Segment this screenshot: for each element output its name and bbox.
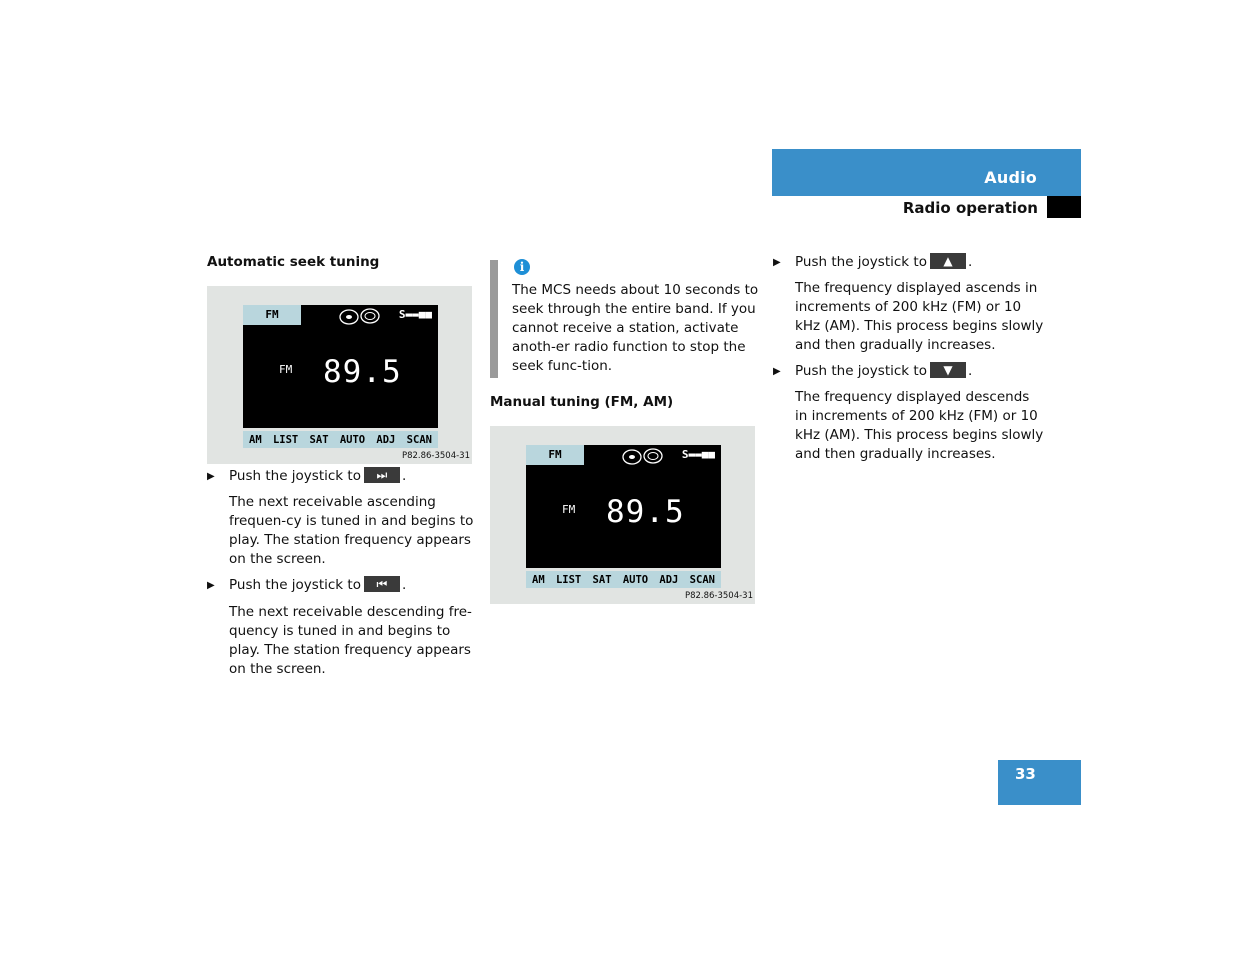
band-tab: FM [243, 305, 301, 325]
softkey-adj[interactable]: ADJ [659, 573, 679, 586]
manual-step-1-text: The frequency displayed ascends in increments of 200 kHz (FM) or 10 kHz (AM). This process begins slowly and then gradually increases. [795, 280, 1044, 353]
radio-display-figure [207, 286, 472, 464]
info-text: The MCS needs about 10 seconds to seek through the entire band. If you cannot receive a station, activate anoth-er radio function to stop the seek func-tion. [512, 282, 759, 374]
softkey-adj[interactable]: ADJ [376, 433, 396, 446]
radio-screen [243, 305, 438, 428]
page-number-tab [998, 760, 1081, 805]
bullet-icon: ▶ [773, 366, 781, 377]
section-tab-marker [1047, 196, 1081, 218]
softkey-list[interactable]: LIST [272, 433, 299, 446]
manual-step-2: ▶ Push the joystick to ▼ . [773, 363, 973, 379]
bullet-icon: ▶ [207, 471, 215, 482]
automatic-seek-heading: Automatic seek tuning [207, 254, 380, 270]
bullet-icon: ▶ [207, 580, 215, 591]
signal-strength-indicator: S▬▬■■ [681, 448, 715, 461]
band-label: FM [562, 503, 576, 516]
arrow-up-icon: ▲ [930, 253, 966, 269]
softkey-bar [526, 571, 721, 588]
info-box-bar [490, 260, 498, 378]
seek-step-1: ▶ Push the joystick to ⏭ . [207, 468, 407, 484]
softkey-am[interactable]: AM [532, 573, 545, 586]
arrow-down-icon: ▼ [930, 362, 966, 378]
seek-back-icon: ⏮ [364, 576, 400, 592]
radio-screen [526, 445, 721, 568]
manual-tuning-heading: Manual tuning (FM, AM) [490, 394, 674, 410]
seek-step-2-text: The next receivable descending fre-quency is tuned in and begins to play. The station frequency appears on the screen. [229, 604, 472, 677]
page-number: 33 [1015, 765, 1036, 783]
softkey-bar [243, 431, 438, 448]
section-title: Radio operation [902, 199, 1038, 217]
frequency-readout: 89.5 [606, 494, 685, 530]
radio-display-figure-2 [490, 426, 755, 604]
cd-changer-icon [622, 447, 666, 465]
softkey-scan[interactable]: SCAN [406, 433, 432, 446]
figure-code: P82.86-3504-31 [401, 451, 470, 461]
manual-step-2-text: The frequency displayed descends in increments of 200 kHz (FM) or 10 kHz (AM). This process begins slowly and then gradually increases. [795, 389, 1044, 462]
softkey-am[interactable]: AM [249, 433, 262, 446]
info-icon: i [514, 259, 530, 275]
seek-step-1-text: The next receivable ascending frequen-cy is tuned in and begins to play. The station frequency appears on the screen. [229, 494, 474, 567]
signal-strength-indicator: S▬▬■■ [398, 308, 432, 321]
chapter-title: Audio [984, 168, 1037, 187]
cd-changer-icon [339, 307, 383, 325]
band-label: FM [279, 363, 293, 376]
seek-step-2: ▶ Push the joystick to ⏮ . [207, 577, 407, 593]
manual-step-1: ▶ Push the joystick to ▲ . [773, 254, 973, 270]
softkey-sat[interactable]: SAT [309, 433, 329, 446]
softkey-scan[interactable]: SCAN [689, 573, 715, 586]
band-tab: FM [526, 445, 584, 465]
softkey-auto[interactable]: AUTO [622, 573, 649, 586]
seek-forward-icon: ⏭ [364, 467, 400, 483]
figure-code: P82.86-3504-31 [684, 591, 753, 601]
softkey-auto[interactable]: AUTO [339, 433, 366, 446]
bullet-icon: ▶ [773, 257, 781, 268]
frequency-readout: 89.5 [323, 354, 402, 390]
chapter-header-band [772, 149, 1081, 196]
softkey-list[interactable]: LIST [555, 573, 582, 586]
softkey-sat[interactable]: SAT [592, 573, 612, 586]
